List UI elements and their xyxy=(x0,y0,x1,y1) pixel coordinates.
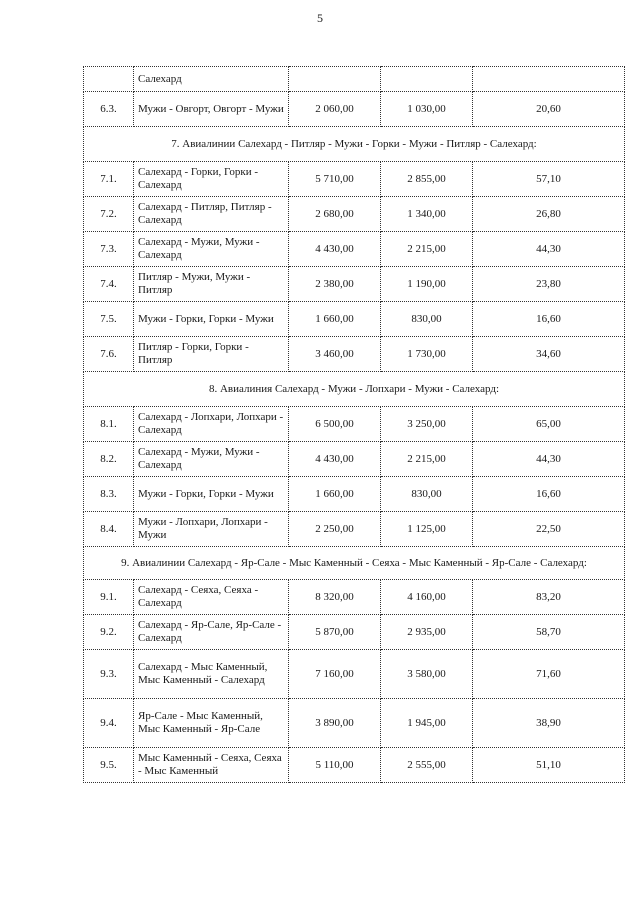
table-row xyxy=(84,92,625,127)
row-number: 7.6. xyxy=(84,337,134,372)
route-cell: Мыс Каменный - Сеяха, Сеяха - Мыс Каменный xyxy=(134,748,289,783)
route-cell: Салехард - Мыс Каменный, Мыс Каменный - Салехард xyxy=(134,650,289,699)
tariff-value-cell: 23,80 xyxy=(473,267,625,302)
tariff-value-cell: 26,80 xyxy=(473,197,625,232)
tariff-value-cell: 3 890,00 xyxy=(289,699,381,748)
table-row xyxy=(84,650,625,699)
tariff-value-cell: 34,60 xyxy=(473,337,625,372)
route-cell: Салехард - Питляр, Питляр - Салехард xyxy=(134,197,289,232)
tariff-value-cell: 3 250,00 xyxy=(381,407,473,442)
row-number: 9.1. xyxy=(84,580,134,615)
route-cell: Салехард - Лопхари, Лопхари - Салехард xyxy=(134,407,289,442)
tariff-value-cell: 1 660,00 xyxy=(289,477,381,512)
tariff-value-cell: 51,10 xyxy=(473,748,625,783)
row-number: 7.3. xyxy=(84,232,134,267)
route-cell: Мужи - Овгорт, Овгорт - Мужи xyxy=(134,92,289,127)
tariff-value-cell xyxy=(289,67,381,92)
route-cell: Салехард - Мужи, Мужи - Салехард xyxy=(134,442,289,477)
row-number: 8.1. xyxy=(84,407,134,442)
tariff-value-cell: 2 250,00 xyxy=(289,512,381,547)
row-number: 7.2. xyxy=(84,197,134,232)
route-cell: Мужи - Горки, Горки - Мужи xyxy=(134,302,289,337)
tariff-value-cell: 2 215,00 xyxy=(381,442,473,477)
tariff-value-cell: 1 660,00 xyxy=(289,302,381,337)
row-number xyxy=(84,67,134,92)
tariff-value-cell: 830,00 xyxy=(381,477,473,512)
route-cell: Яр-Сале - Мыс Каменный, Мыс Каменный - Яр-Сале xyxy=(134,699,289,748)
table-row xyxy=(84,748,625,783)
tariff-value-cell: 1 190,00 xyxy=(381,267,473,302)
tariff-value-cell: 1 340,00 xyxy=(381,197,473,232)
table-row xyxy=(84,67,625,92)
row-number: 9.5. xyxy=(84,748,134,783)
tariff-value-cell: 7 160,00 xyxy=(289,650,381,699)
route-cell: Салехард xyxy=(134,67,289,92)
tariff-value-cell: 16,60 xyxy=(473,477,625,512)
section-title: 7. Авиалинии Салехард - Питляр - Мужи - Горки - Мужи - Питляр - Салехард: xyxy=(84,127,625,162)
table-row xyxy=(84,512,625,547)
table-row xyxy=(84,197,625,232)
tariff-value-cell: 2 060,00 xyxy=(289,92,381,127)
row-number: 7.1. xyxy=(84,162,134,197)
table-row xyxy=(84,407,625,442)
table-row xyxy=(84,267,625,302)
tariff-value-cell: 20,60 xyxy=(473,92,625,127)
route-cell: Питляр - Горки, Горки - Питляр xyxy=(134,337,289,372)
tariff-value-cell xyxy=(381,67,473,92)
tariff-value-cell: 1 030,00 xyxy=(381,92,473,127)
tariff-value-cell: 4 430,00 xyxy=(289,442,381,477)
tariff-value-cell xyxy=(473,67,625,92)
row-number: 9.2. xyxy=(84,615,134,650)
route-cell: Питляр - Мужи, Мужи - Питляр xyxy=(134,267,289,302)
row-number: 9.4. xyxy=(84,699,134,748)
route-cell: Салехард - Горки, Горки - Салехард xyxy=(134,162,289,197)
route-cell: Мужи - Лопхари, Лопхари - Мужи xyxy=(134,512,289,547)
tariff-value-cell: 16,60 xyxy=(473,302,625,337)
tariff-value-cell: 22,50 xyxy=(473,512,625,547)
tariff-value-cell: 38,90 xyxy=(473,699,625,748)
tariff-value-cell: 5 110,00 xyxy=(289,748,381,783)
tariff-value-cell: 1 125,00 xyxy=(381,512,473,547)
tariff-value-cell: 2 855,00 xyxy=(381,162,473,197)
section-header-row xyxy=(84,372,625,407)
route-cell: Мужи - Горки, Горки - Мужи xyxy=(134,477,289,512)
tariff-value-cell: 3 460,00 xyxy=(289,337,381,372)
section-header-row xyxy=(84,547,625,580)
tariff-value-cell: 2 555,00 xyxy=(381,748,473,783)
tariff-value-cell: 44,30 xyxy=(473,232,625,267)
tariff-value-cell: 5 710,00 xyxy=(289,162,381,197)
row-number: 8.2. xyxy=(84,442,134,477)
page-number: 5 xyxy=(317,11,323,25)
tariff-table-body xyxy=(84,67,625,783)
route-cell: Салехард - Яр-Сале, Яр-Сале - Салехард xyxy=(134,615,289,650)
row-number: 7.4. xyxy=(84,267,134,302)
tariff-value-cell: 58,70 xyxy=(473,615,625,650)
section-header-row xyxy=(84,127,625,162)
tariff-value-cell: 71,60 xyxy=(473,650,625,699)
tariff-value-cell: 83,20 xyxy=(473,580,625,615)
tariff-value-cell: 4 160,00 xyxy=(381,580,473,615)
tariff-value-cell: 1 730,00 xyxy=(381,337,473,372)
table-row xyxy=(84,337,625,372)
tariff-table xyxy=(83,66,625,783)
tariff-value-cell: 2 935,00 xyxy=(381,615,473,650)
table-row xyxy=(84,232,625,267)
tariff-value-cell: 6 500,00 xyxy=(289,407,381,442)
row-number: 9.3. xyxy=(84,650,134,699)
tariff-value-cell: 5 870,00 xyxy=(289,615,381,650)
tariff-value-cell: 57,10 xyxy=(473,162,625,197)
tariff-value-cell: 2 380,00 xyxy=(289,267,381,302)
section-title: 8. Авиалиния Салехард - Мужи - Лопхари - Мужи - Салехард: xyxy=(84,372,625,407)
row-number: 8.4. xyxy=(84,512,134,547)
table-row xyxy=(84,615,625,650)
table-row xyxy=(84,302,625,337)
tariff-value-cell: 65,00 xyxy=(473,407,625,442)
tariff-value-cell: 830,00 xyxy=(381,302,473,337)
table-row xyxy=(84,442,625,477)
row-number: 8.3. xyxy=(84,477,134,512)
table-row xyxy=(84,699,625,748)
tariff-value-cell: 2 215,00 xyxy=(381,232,473,267)
row-number: 6.3. xyxy=(84,92,134,127)
tariff-value-cell: 3 580,00 xyxy=(381,650,473,699)
tariff-value-cell: 44,30 xyxy=(473,442,625,477)
route-cell: Салехард - Сеяха, Сеяха - Салехард xyxy=(134,580,289,615)
table-row xyxy=(84,162,625,197)
tariff-value-cell: 4 430,00 xyxy=(289,232,381,267)
tariff-value-cell: 1 945,00 xyxy=(381,699,473,748)
section-title: 9. Авиалинии Салехард - Яр-Сале - Мыс Каменный - Сеяха - Мыс Каменный - Яр-Сале - Салехард: xyxy=(84,547,625,580)
table-row xyxy=(84,580,625,615)
tariff-value-cell: 8 320,00 xyxy=(289,580,381,615)
table-row xyxy=(84,477,625,512)
tariff-value-cell: 2 680,00 xyxy=(289,197,381,232)
route-cell: Салехард - Мужи, Мужи - Салехард xyxy=(134,232,289,267)
row-number: 7.5. xyxy=(84,302,134,337)
